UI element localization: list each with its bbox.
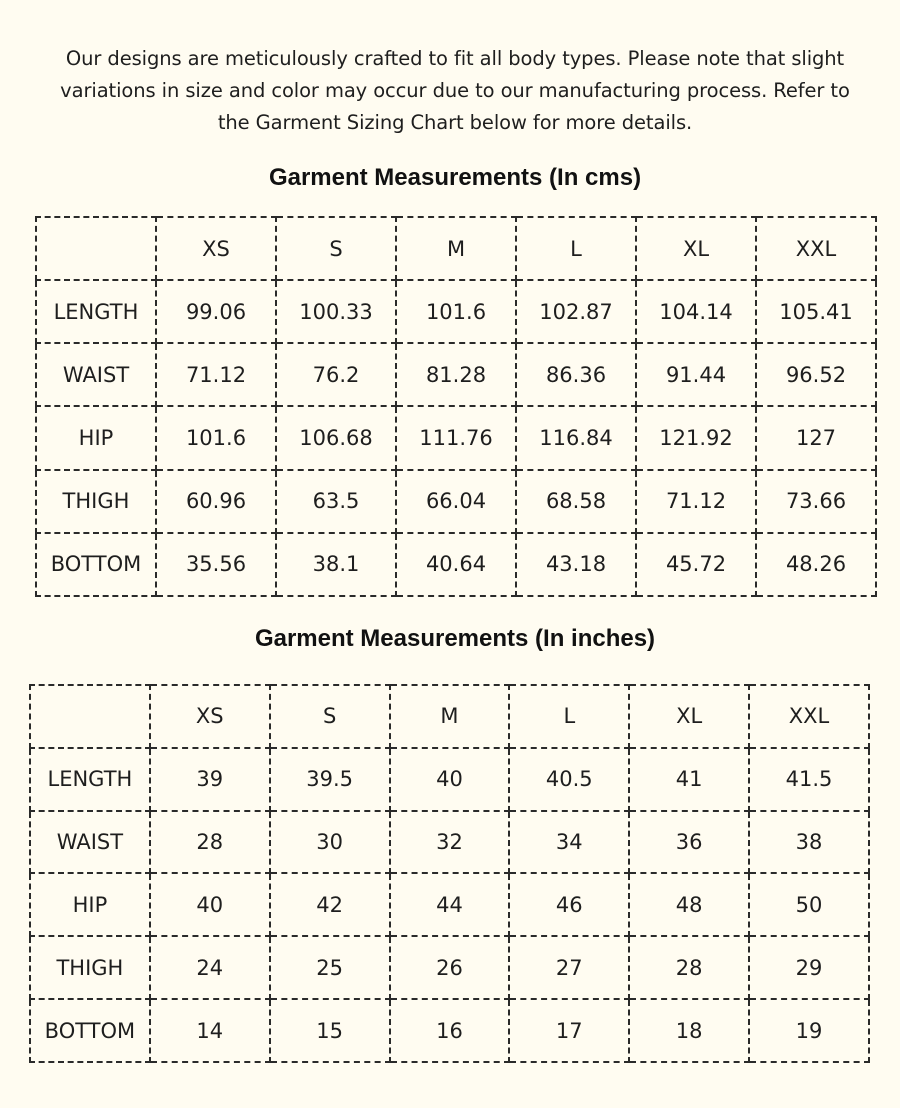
table-cell: 43.18	[516, 533, 636, 596]
table-row-length	[30, 748, 869, 811]
table-cell: 104.14	[636, 280, 756, 343]
size-header-l: L	[509, 685, 629, 748]
table-cell: 34	[509, 811, 629, 874]
size-header-xl: XL	[636, 217, 756, 280]
size-header-xs: XS	[150, 685, 270, 748]
table-cell: 24	[150, 936, 270, 999]
table-row-waist	[36, 343, 876, 406]
table-header-row	[36, 217, 876, 280]
table-cell: 29	[749, 936, 869, 999]
table-cell: 41	[629, 748, 749, 811]
table-cell: 101.6	[396, 280, 516, 343]
size-header-xl: XL	[629, 685, 749, 748]
table-cell: 116.84	[516, 406, 636, 469]
table-header-row	[30, 685, 869, 748]
table-row-hip	[30, 873, 869, 936]
table-cell: 60.96	[156, 470, 276, 533]
table-cell: 68.58	[516, 470, 636, 533]
table-row-thigh	[30, 936, 869, 999]
table-cell: 71.12	[156, 343, 276, 406]
table-cell: 99.06	[156, 280, 276, 343]
corner-cell	[36, 217, 156, 280]
table-cell: 35.56	[156, 533, 276, 596]
intro-line-3: the Garment Sizing Chart below for more details.	[217, 111, 693, 134]
size-header-xxl: XXL	[749, 685, 869, 748]
table-cell: 32	[390, 811, 510, 874]
table-cell: 40.64	[396, 533, 516, 596]
table-cell: 38	[749, 811, 869, 874]
cm-table-title: Garment Measurements (In cms)	[268, 164, 642, 191]
table-cell: 30	[270, 811, 390, 874]
table-cell: 48.26	[756, 533, 876, 596]
table-cell: 45.72	[636, 533, 756, 596]
table-row-bottom	[36, 533, 876, 596]
table-cell: 96.52	[756, 343, 876, 406]
table-cell: 111.76	[396, 406, 516, 469]
inch-measurements-table	[29, 684, 870, 1063]
table-row-bottom	[30, 999, 869, 1062]
table-cell: 39.5	[270, 748, 390, 811]
table-cell: 28	[629, 936, 749, 999]
table-cell: 100.33	[276, 280, 396, 343]
table-cell: 44	[390, 873, 510, 936]
table-cell: 28	[150, 811, 270, 874]
table-cell: 36	[629, 811, 749, 874]
row-label: HIP	[36, 406, 156, 469]
intro-line-2: variations in size and color may occur due to our manufacturing process. Refer to	[60, 79, 850, 102]
table-cell: 38.1	[276, 533, 396, 596]
size-header-s: S	[276, 217, 396, 280]
table-cell: 18	[629, 999, 749, 1062]
table-cell: 40	[150, 873, 270, 936]
table-cell: 16	[390, 999, 510, 1062]
size-header-l: L	[516, 217, 636, 280]
table-cell: 101.6	[156, 406, 276, 469]
size-header-m: M	[396, 217, 516, 280]
table-row-thigh	[36, 470, 876, 533]
table-cell: 17	[509, 999, 629, 1062]
table-row-hip	[36, 406, 876, 469]
row-label: LENGTH	[36, 280, 156, 343]
table-cell: 121.92	[636, 406, 756, 469]
row-label: LENGTH	[30, 748, 150, 811]
table-cell: 106.68	[276, 406, 396, 469]
table-cell: 26	[390, 936, 510, 999]
row-label: BOTTOM	[30, 999, 150, 1062]
table-cell: 102.87	[516, 280, 636, 343]
table-cell: 76.2	[276, 343, 396, 406]
table-cell: 40	[390, 748, 510, 811]
table-cell: 105.41	[756, 280, 876, 343]
table-cell: 42	[270, 873, 390, 936]
row-label: WAIST	[36, 343, 156, 406]
size-header-s: S	[270, 685, 390, 748]
table-cell: 66.04	[396, 470, 516, 533]
size-header-xs: XS	[156, 217, 276, 280]
row-label: THIGH	[30, 936, 150, 999]
row-label: HIP	[30, 873, 150, 936]
table-cell: 91.44	[636, 343, 756, 406]
table-cell: 73.66	[756, 470, 876, 533]
row-label: WAIST	[30, 811, 150, 874]
cm-measurements-table	[35, 216, 877, 597]
table-cell: 27	[509, 936, 629, 999]
table-cell: 48	[629, 873, 749, 936]
table-cell: 81.28	[396, 343, 516, 406]
table-cell: 25	[270, 936, 390, 999]
row-label: BOTTOM	[36, 533, 156, 596]
table-cell: 14	[150, 999, 270, 1062]
inch-table-title: Garment Measurements (In inches)	[254, 625, 656, 652]
size-header-m: M	[390, 685, 510, 748]
table-cell: 39	[150, 748, 270, 811]
corner-cell	[30, 685, 150, 748]
table-cell: 41.5	[749, 748, 869, 811]
size-header-xxl: XXL	[756, 217, 876, 280]
table-row-length	[36, 280, 876, 343]
table-cell: 71.12	[636, 470, 756, 533]
table-cell: 86.36	[516, 343, 636, 406]
table-row-waist	[30, 811, 869, 874]
row-label: THIGH	[36, 470, 156, 533]
table-cell: 127	[756, 406, 876, 469]
intro-line-1: Our designs are meticulously crafted to fit all body types. Please note that slight	[65, 47, 845, 70]
table-cell: 63.5	[276, 470, 396, 533]
table-cell: 50	[749, 873, 869, 936]
table-cell: 46	[509, 873, 629, 936]
table-cell: 19	[749, 999, 869, 1062]
table-cell: 15	[270, 999, 390, 1062]
table-cell: 40.5	[509, 748, 629, 811]
intro-text	[40, 43, 870, 139]
